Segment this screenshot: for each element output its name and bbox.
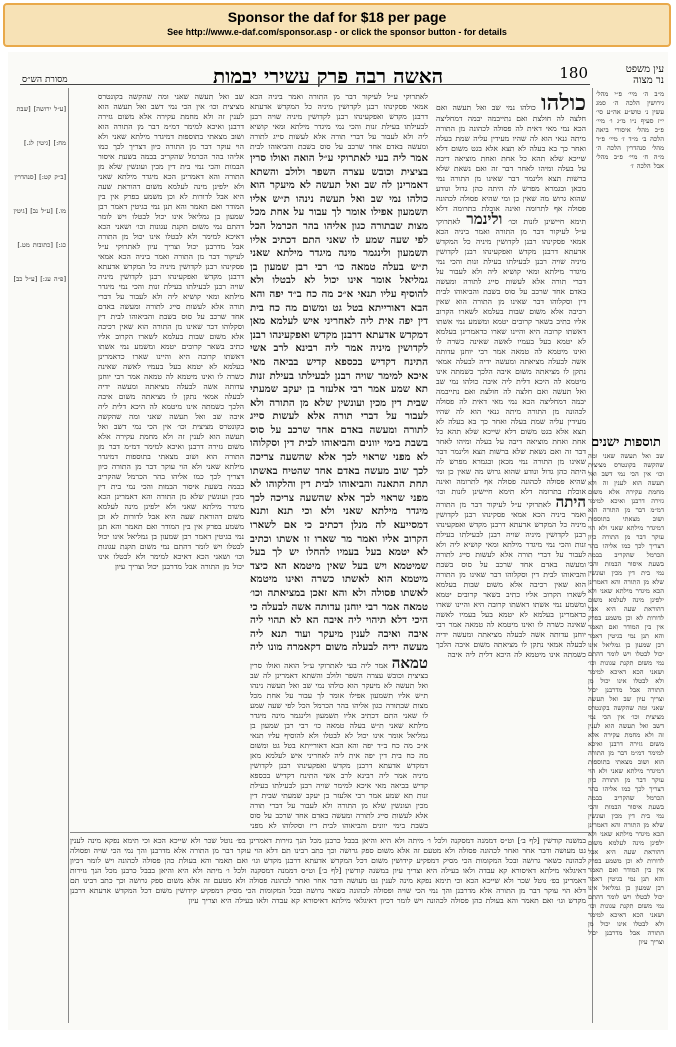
talmud-page: [8, 52, 668, 1030]
gemara-lower-text: אמר ליה בעי לאתרוקי ע״ל הואה ואולו סרין בציצית וכובש עצרה השפר ולולב והשתא דאמרינן לה שב ואל תעשה לא מיעקר הוא כולהו נמי שב ואל תעשה נינהו ת״ש אליו תשמעון אפילו אומר לך עבור על אחת מכל מצות שבתורה כגון אליהו בהר הכרמל הכל לפי שעה שמע לו שאני התם דכתיב אליו תשמעון ולינגמר מינה מיגדר מילתא שאני ת״ש בעלה טמאה כו׳ רבי רבן שמעון בן גמליאל אומר אינו יכול לא לבטלו ולא להוסיף עליו תנאי א״כ מה כח ב״ד יפה והא הבא דאורייתא בטל גט ומשום מה כח בית דין יפה אית ליה לאחריני איש לעלמא מאן דמקדש אדעתא דרבנן מקדש ואפקעינהו רבנן לקדושין מיניה אמר ליה רבינא לרב אשי התינח דקדיש בכספא קדיש בביאה מאי איכא למימר שויה רבנן לבעילתו בעילת זנות תא שמע אמר רבי אלעזר בן יעקב שמעתי שבית דין מכין ועונשין שלא מן התורה ולא לעבור על דברי תורה אלא לעשות סייג לתורה ומעשה באדם אחד שרכב על סוס בשבת בימי יוונים והביאוהו לבית דין וסקלוהו לא מפני: [250, 661, 428, 828]
running-head: האשה רבה פרק עשירי יבמות: [213, 64, 444, 88]
gemara-column: [250, 152, 428, 652]
tosafot-column: [98, 92, 244, 832]
bottom-text: במשנה קודשין [לף ב׳] וט״ס דממנה דמסקנה ולכל ו׳ מיתה ולא היא והיאן בבבל כרבנן מכל הנך גזירות דאמרינן בפ׳ נוטל שכר ולא שייכא הכא וכי תימא נפקא מינה לענין גט מעושה ודבר אחר ואחר לכהונה פסולה ולא מטעם זה אלא משום ספק גרושה וכך כתב רבינו תם דלא הוי עוקר דבר מן התורה אלא מדרבנן והך נמי הכי שויה ופסולה לכהונה כשאר גרושה ובכל המקומות הכי מסיק דמפקיע קידושין משום דכל המקדש אדעתא דרבנן מקדש וגו׳ ואם תאמר והא בעולת כהן פסולה לכהונה ויש לומר דכיון דאיגלאי מילתא דאיסורא קא עבדה ולאו בעילה היא וצריך עיון: [70, 836, 586, 875]
masoret-text: [ע״ל ירושה] [שבת מח:] [גיטין לג.] [ב״ק קט:] [סנהדרין מו.] [ע״ל נב] [גיטין כג:] [כתובות מט.] [פ״ה עג:] [ע״ל כב]: [13, 105, 66, 283]
sponsor-banner-title[interactable]: Sponsor the daf for $18 per page: [227, 9, 447, 25]
tosafot-text: שב ואל תעשה שאני ומה שהקשה בקונטרס מציצית וכו׳ אין הכי נמי דשב ואל תעשה הוא לענין זה ולא מחמת עקירה אלא משום גזירה דרבנן ואיכא למימר דמ״מ דבר מן התורה הוא ושוב מצאתי בתוספות דמיגדר מילתא שאני ולא הוי עוקר דבר מן התורה כיון דצריך לכך כמו אליהו בהר הכרמל שהקריב בבמה בשעת איסור הבמות והכי נמי בית דין מכין ועונשין שלא מן התורה והא דאמרינן הכא מיגדר מילתא שאני ולא ילפינן מינה לעלמא משום דהוראת שעה היא אבל לדורות לא וכן משמע בפרק אין בין המודר ואם תאמר והא תנן נמי בגיטין דאמר רבן שמעון בן גמליאל אינו יכול לבטלו ויש לומר דהתם נמי משום תקנת עגונות וכו׳ ושאני הכא דאיכא למימר ולא לבטלו אינו יכול מן התורה אבל מדרבנן יכול וצריך עיון: [98, 92, 244, 251]
velinamer-word: ולינמר: [466, 210, 503, 228]
tosafot-yeshanim-title: תוספות ישנים: [591, 435, 661, 450]
header-rule: [20, 84, 590, 85]
rashi-upper-strip: [250, 92, 428, 150]
ein-mishpat-heading: עין משפט נר מצוה: [625, 64, 664, 86]
gemara-lower: [250, 658, 428, 828]
page-number: 180: [559, 64, 588, 82]
tosafot-yeshanim-column: [588, 452, 664, 1012]
mishnah-opening-word: כולהו: [541, 92, 586, 116]
mishnah-text-cont: כולהו נמי שב ואל תעשה ואם חלצה לה חולצת ואם נתייבמה יבמה דמחליצה הכא נמי מאי דאית לה פסולה לכהונה מן התורה מיתה גנאי הוא לה שהיו מעידין עליה שמת בעלה ואחר כך בא בעלה לא תצא אלא בגט משום דלא שייכא שלא תהא כל אחת ואחת מוציאה דיבה על בעלה ומיהו לאחר דבר זה ואם נשאת שלא ברשות תצא ולינמר דבר שאינו מן התורה נמי מכאן ובגמרא מפרש לה היתה כהן גדול ונודע שהוא גרוש מה שאין כן ומי שהיא פסולה לכהונה פסולה אף לתרומה ואינה אוכלת בתרומה דלא תימא חיישינן לזנות וכו׳: [436, 377, 586, 496]
margin-divider-left: [68, 88, 69, 1023]
tosafot-text-cont: לאתרוקי ע״ל לעיקור דבר מן התורה ואמר ביניה הכא אמאי פסקינהו רבנן לקדושין מיניה כל המקדש אדעתא דרבנן מקדש ואפקעינהו רבנן לקדושין מיניה שויה רבנן לבעילתו בעילת זנות והכי נמי מיגדר מילתא ומאי קושיא ליה ולא לעבור על דברי תורה אלא לעשות סייג לתורה ומעשה באדם אחד שרכב על סוס בשבת והביאוהו לבית דין וסקלוהו דבר שאינו מן התורה הוא שאין רכיבה אלא משום שבות בעלמא לשארו הקרוב אליו כתיב בשאר קרובים יטמא ומשמע נמי אשתו דאשתו קרובה היא והיינו שארו כדאמרינן בעלמא לא יטמא בעל בעמיו לאשה שאינה כשרה לו ואינו מיטמא לה טמאה אמר רבי יוחנן עדותה אשה לבעלה מציאתה ומעשה ידיה לבעלה אמאי נתקן לו מציאתה משום איבה הלכך כשמתה אינו מיטמא לה היכא דלית ליה איבה: [98, 242, 244, 421]
ein-mishpat-text: מ״ב ה׳ מיי׳ פ״י מהל׳ גירושין הלכה ה׳ סמג עשין נ׳ טוש״ע אה״ע סי׳ י״ז סעיף נ״ו מ״ג ו׳ מיי׳ פ״כ מהל׳ איסורי ביאה הלכה ב׳ מ״ד ז׳ מיי׳ פ״ד מהל׳ סנהדרין הלכה ה׳ מ״ה ח׳ מיי׳ פ״ב מהל׳ אבל הלכה ז׳: [596, 90, 664, 170]
tosafot-yeshanim-text-cont: שב ואל תעשה שאני ומה שהקשה בקונטרס מציצית וכו׳ אין הכי נמי דשב ואל תעשה הוא לענין זה ולא מחמת עקירה אלא משום גזירה דרבנן ואיכא למימר דמ״מ דבר מן התורה הוא ושוב מצאתי בתוספות דמיגדר מילתא שאני ולא הוי עוקר דבר מן התורה כיון דצריך לכך כמו אליהו בהר הכרמל שהקריב בבמה בשעת איסור הבמות והכי נמי בית דין מכין ועונשין שלא מן התורה והא דאמרינן הכא מיגדר מילתא שאני ולא ילפינן מינה לעלמא משום דהוראת שעה היא אבל לדורות לא וכן משמע בפרק אין בין המודר ואם תאמר והא תנן נמי בגיטין דאמר רבן שמעון בן גמליאל אינו יכול לבטלו ויש לומר דהתם נמי משום תקנת עגונות וכו׳ ושאני הכא דאיכא למימר ולא לבטלו אינו יכול מן התורה אבל מדרבנן יכול וצריך עיון: [588, 695, 664, 946]
gemara-text: אמר ליה בעי לאתרוקי ע״ל הואה ואולו סרין בציצית וכובש עצרה השפר ולולב והשתא דאמרינן לה שב ואל תעשה לא מיעקר הוא כולהו נמי שב ואל תעשה נינהו ת״ש אליו תשמעון אפילו אומר לך עבור על אחת מכל מצות שבתורה כגון אליהו בהר הכרמל הכל לפי שעה שמע לו שאני התם דכתיב אליו תשמעון ולינגמר מינה מיגדר מילתא שאני ת״ש בעלה טמאה כו׳ רבי רבן שמעון בן גמליאל אומר אינו יכול לא לבטלו ולא להוסיף עליו תנאי א״כ מה כח ב״ד יפה והא הבא דאורייתא בטל גט ומשום מה כח בית דין יפה אית ליה לאחריני איש לעלמא מאן דמקדש אדעתא דרבנן מקדש ואפקעינהו רבנן לקדושין מיניה אמר ליה רבינא לרב אשי התינח דקדיש בכספא קדיש בביאה מאי איכא למימר שויה רבנן לבעילתו בעילת זנות תא שמע אמר רבי אלעזר בן יעקב שמעתי שבית דין מכין ועונשין שלא מן התורה ולא לעבור על דברי תורה אלא לעשות סייג לתורה ומעשה באדם אחד שרכב על סוס בשבת בימי יוונים והביאוהו לבית דין וסקלוהו לא מפני שראוי לכך אלא שהשעה צריכה לכך שוב מעשה באדם אחד שהטיח באשתו תחת התאנה והביאוהו לבית דין והלקוהו לא מפני שראוי לכך אלא שהשעה צריכה לכך מיגדר מילתא שאני ולא וכי תנא ותנא דמסייעא לה מנלן דכתיב כי אם לשארו הקרוב אליו ואמר מר שארו זו אשתו וכתיב לא יטמא בעל בעמיו להחלו יש לך בעל שמיטמא ויש בעל שאין מיטמא הא כיצד מיטמא הוא לאשתו כשרה ואינו מיטמא לאשתו פסולה ולא והא זאכן במציאתה וכו׳ טמאה אמר רבי יוחנן עדותה אשה לבעלה כי היכי דלא תיהוי ליה איבה הא לא תהוי ליה איבה ואיבה לענין מיעקר ועוד תנא ליה מעשה ידיה לבעלה משום דקאמרה מונו ליה: [250, 152, 428, 652]
rashi-upper-text: לאתרוקי ע״ל לעיקור דבר מן התורה ואמר ביניה הכא אמאי פסקינהו רבנן לקדושין מיניה כל המקדש אדעתא דרבנן מקדש ואפקעינהו רבנן לקדושין מיניה שויה רבנן לבעילתו בעילת זנות והכי נמי מיגדר מילתא ומאי קושיא ליה ולא לעבור על דברי תורה אלא לעשות סייג לתורה ומעשה באדם אחד שרכב על סוס בשבת והביאוהו לבית: [250, 92, 428, 150]
tosafot-yeshanim-text: שב ואל תעשה שאני ומה שהקשה בקונטרס מציצית וכו׳ אין הכי נמי דשב ואל תעשה הוא לענין זה ולא מחמת עקירה אלא משום גזירה דרבנן ואיכא למימר דמ״מ דבר מן התורה הוא ושוב מצאתי בתוספות דמיגדר מילתא שאני ולא הוי עוקר דבר מן התורה כיון דצריך לכך כמו אליהו בהר הכרמל שהקריב בבמה בשעת איסור הבמות והכי נמי בית דין מכין ועונשין שלא מן התורה והא דאמרינן הכא מיגדר מילתא שאני ולא ילפינן מינה לעלמא משום דהוראת שעה היא אבל לדורות לא וכן משמע בפרק אין בין המודר ואם תאמר והא תנן נמי בגיטין דאמר רבן שמעון בן גמליאל אינו יכול לבטלו ויש לומר דהתם נמי משום תקנת עגונות וכו׳ ושאני הכא דאיכא למימר ולא לבטלו אינו יכול מן התורה אבל מדרבנן יכול וצריך עיון: [588, 452, 664, 703]
sponsor-banner[interactable]: [3, 3, 671, 47]
bottom-text-cont: במשנה קודשין [לף ב׳] וט״ס דממנה דמסקנה ולכל ו׳ מיתה ולא היא והיאן בבבל כרבנן מכל הנך גזירות דאמרינן בפ׳ נוטל שכר ולא שייכא הכא וכי תימא נפקא מינה לענין גט מעושה ודבר אחר ואחר לכהונה פסולה ולא מטעם זה אלא משום ספק גרושה וכך כתב רבינו תם דלא הוי עוקר דבר מן התורה אלא מדרבנן והך נמי הכי שויה ופסולה לכהונה כשאר גרושה ובכל המקומות הכי מסיק דמפקיע קידושין משום דכל המקדש אדעתא דרבנן מקדש וגו׳ ואם תאמר והא בעולת כהן פסולה לכהונה ויש לומר דכיון דאיגלאי מילתא דאיסורא קא עבדה ולאו בעילה היא וצריך עיון: [70, 866, 586, 905]
mishnah-text: כולהו נמי שב ואל תעשה ואם חלצה לה חולצת ואם נתייבמה יבמה דמחליצה הכא נמי מאי דאית לה פסולה לכהונה מן התורה מיתה גנאי הוא לה שהיו מעידין עליה שמת בעלה ואחר כך בא בעלה לא תצא אלא בגט משום דלא שייכא שלא תהא כל אחת ואחת מוציאה דיבה על בעלה ומיהו לאחר דבר זה ואם נשאת שלא ברשות תצא ולינמר דבר שאינו מן התורה נמי מכאן ובגמרא מפרש לה היתה כהן גדול ונודע שהוא גרוש מה שאין כן ומי שהיא פסולה לכהונה פסולה אף לתרומה ואינה אוכלת בתרומה דלא תימא חיישינן לזנות וכו׳: [436, 103, 586, 226]
rashi-column: [436, 92, 586, 952]
tumah-word: טמאה: [391, 658, 428, 672]
masoret-heading: מסורת הש״ס: [22, 75, 68, 85]
rashi-text-cont: לאתרוקי ע״ל לעיקור דבר מן התורה ואמר ביניה הכא אמאי פסקינהו רבנן לקדושין מיניה כל המקדש אדעתא דרבנן מקדש ואפקעינהו רבנן לקדושין מיניה שויה רבנן לבעילתו בעילת זנות והכי נמי מיגדר מילתא ומאי קושיא ליה ולא לעבור על דברי תורה אלא לעשות סייג לתורה ומעשה באדם אחד שרכב על סוס בשבת והביאוהו לבית דין וסקלוהו דבר שאינו מן התורה הוא שאין רכיבה אלא משום שבות בעלמא לשארו הקרוב אליו כתיב בשאר קרובים יטמא ומשמע נמי אשתו דאשתו קרובה היא והיינו שארו כדאמרינן בעלמא לא יטמא בעל בעמיו לאשה שאינה כשרה לו ואינו מיטמא לה טמאה אמר רבי יוחנן עדותה אשה לבעלה מציאתה ומעשה ידיה לבעלה אמאי נתקן לו מציאתה משום איבה הלכך כשמתה אינו מיטמא לה היכא דלית ליה איבה: [436, 500, 586, 659]
bottom-divider: [70, 832, 590, 833]
hayta-word: היתה: [555, 493, 586, 511]
masoret-column: [10, 92, 66, 992]
bottom-commentary: [70, 836, 586, 1022]
tosafot-text-cont2: שב ואל תעשה שאני ומה שהקשה בקונטרס מציצית וכו׳ אין הכי נמי דשב ואל תעשה הוא לענין זה ולא מחמת עקירה אלא משום גזירה דרבנן ואיכא למימר דמ״מ דבר מן התורה הוא ושוב מצאתי בתוספות דמיגדר מילתא שאני ולא הוי עוקר דבר מן התורה כיון דצריך לכך כמו אליהו בהר הכרמל שהקריב בבמה בשעת איסור הבמות והכי נמי בית דין מכין ועונשין שלא מן התורה והא דאמרינן הכא מיגדר מילתא שאני ולא ילפינן מינה לעלמא משום דהוראת שעה היא אבל לדורות לא וכן משמע בפרק אין בין המודר ואם תאמר והא תנן נמי בגיטין דאמר רבן שמעון בן גמליאל אינו יכול לבטלו ויש לומר דהתם נמי משום תקנת עגונות וכו׳ ושאני הכא דאיכא למימר ולא לבטלו אינו יכול מן התורה אבל מדרבנן יכול וצריך עיון: [98, 412, 244, 571]
ein-mishpat-column: [596, 90, 664, 450]
sponsor-banner-subtitle[interactable]: See http://www.e-daf.com/sponsor.asp - or click the sponsor button - for details: [167, 27, 507, 37]
rashi-text: לאתרוקי ע״ל לעיקור דבר מן התורה ואמר ביניה הכא אמאי פסקינהו רבנן לקדושין מיניה כל המקדש אדעתא דרבנן מקדש ואפקעינהו רבנן לקדושין מיניה שויה רבנן לבעילתו בעילת זנות והכי נמי מיגדר מילתא ומאי קושיא ליה ולא לעבור על דברי תורה אלא לעשות סייג לתורה ומעשה באדם אחד שרכב על סוס בשבת והביאוהו לבית דין וסקלוהו דבר שאינו מן התורה הוא שאין רכיבה אלא משום שבות בעלמא לשארו הקרוב אליו כתיב בשאר קרובים יטמא ומשמע נמי אשתו דאשתו קרובה היא והיינו שארו כדאמרינן בעלמא לא יטמא בעל בעמיו לאשה שאינה כשרה לו ואינו מיטמא לה טמאה אמר רבי יוחנן עדותה אשה לבעלה מציאתה ומעשה ידיה לבעלה אמאי נתקן לו מציאתה משום איבה הלכך כשמתה אינו מיטמא לה היכא דלית ליה איבה: [436, 217, 586, 386]
